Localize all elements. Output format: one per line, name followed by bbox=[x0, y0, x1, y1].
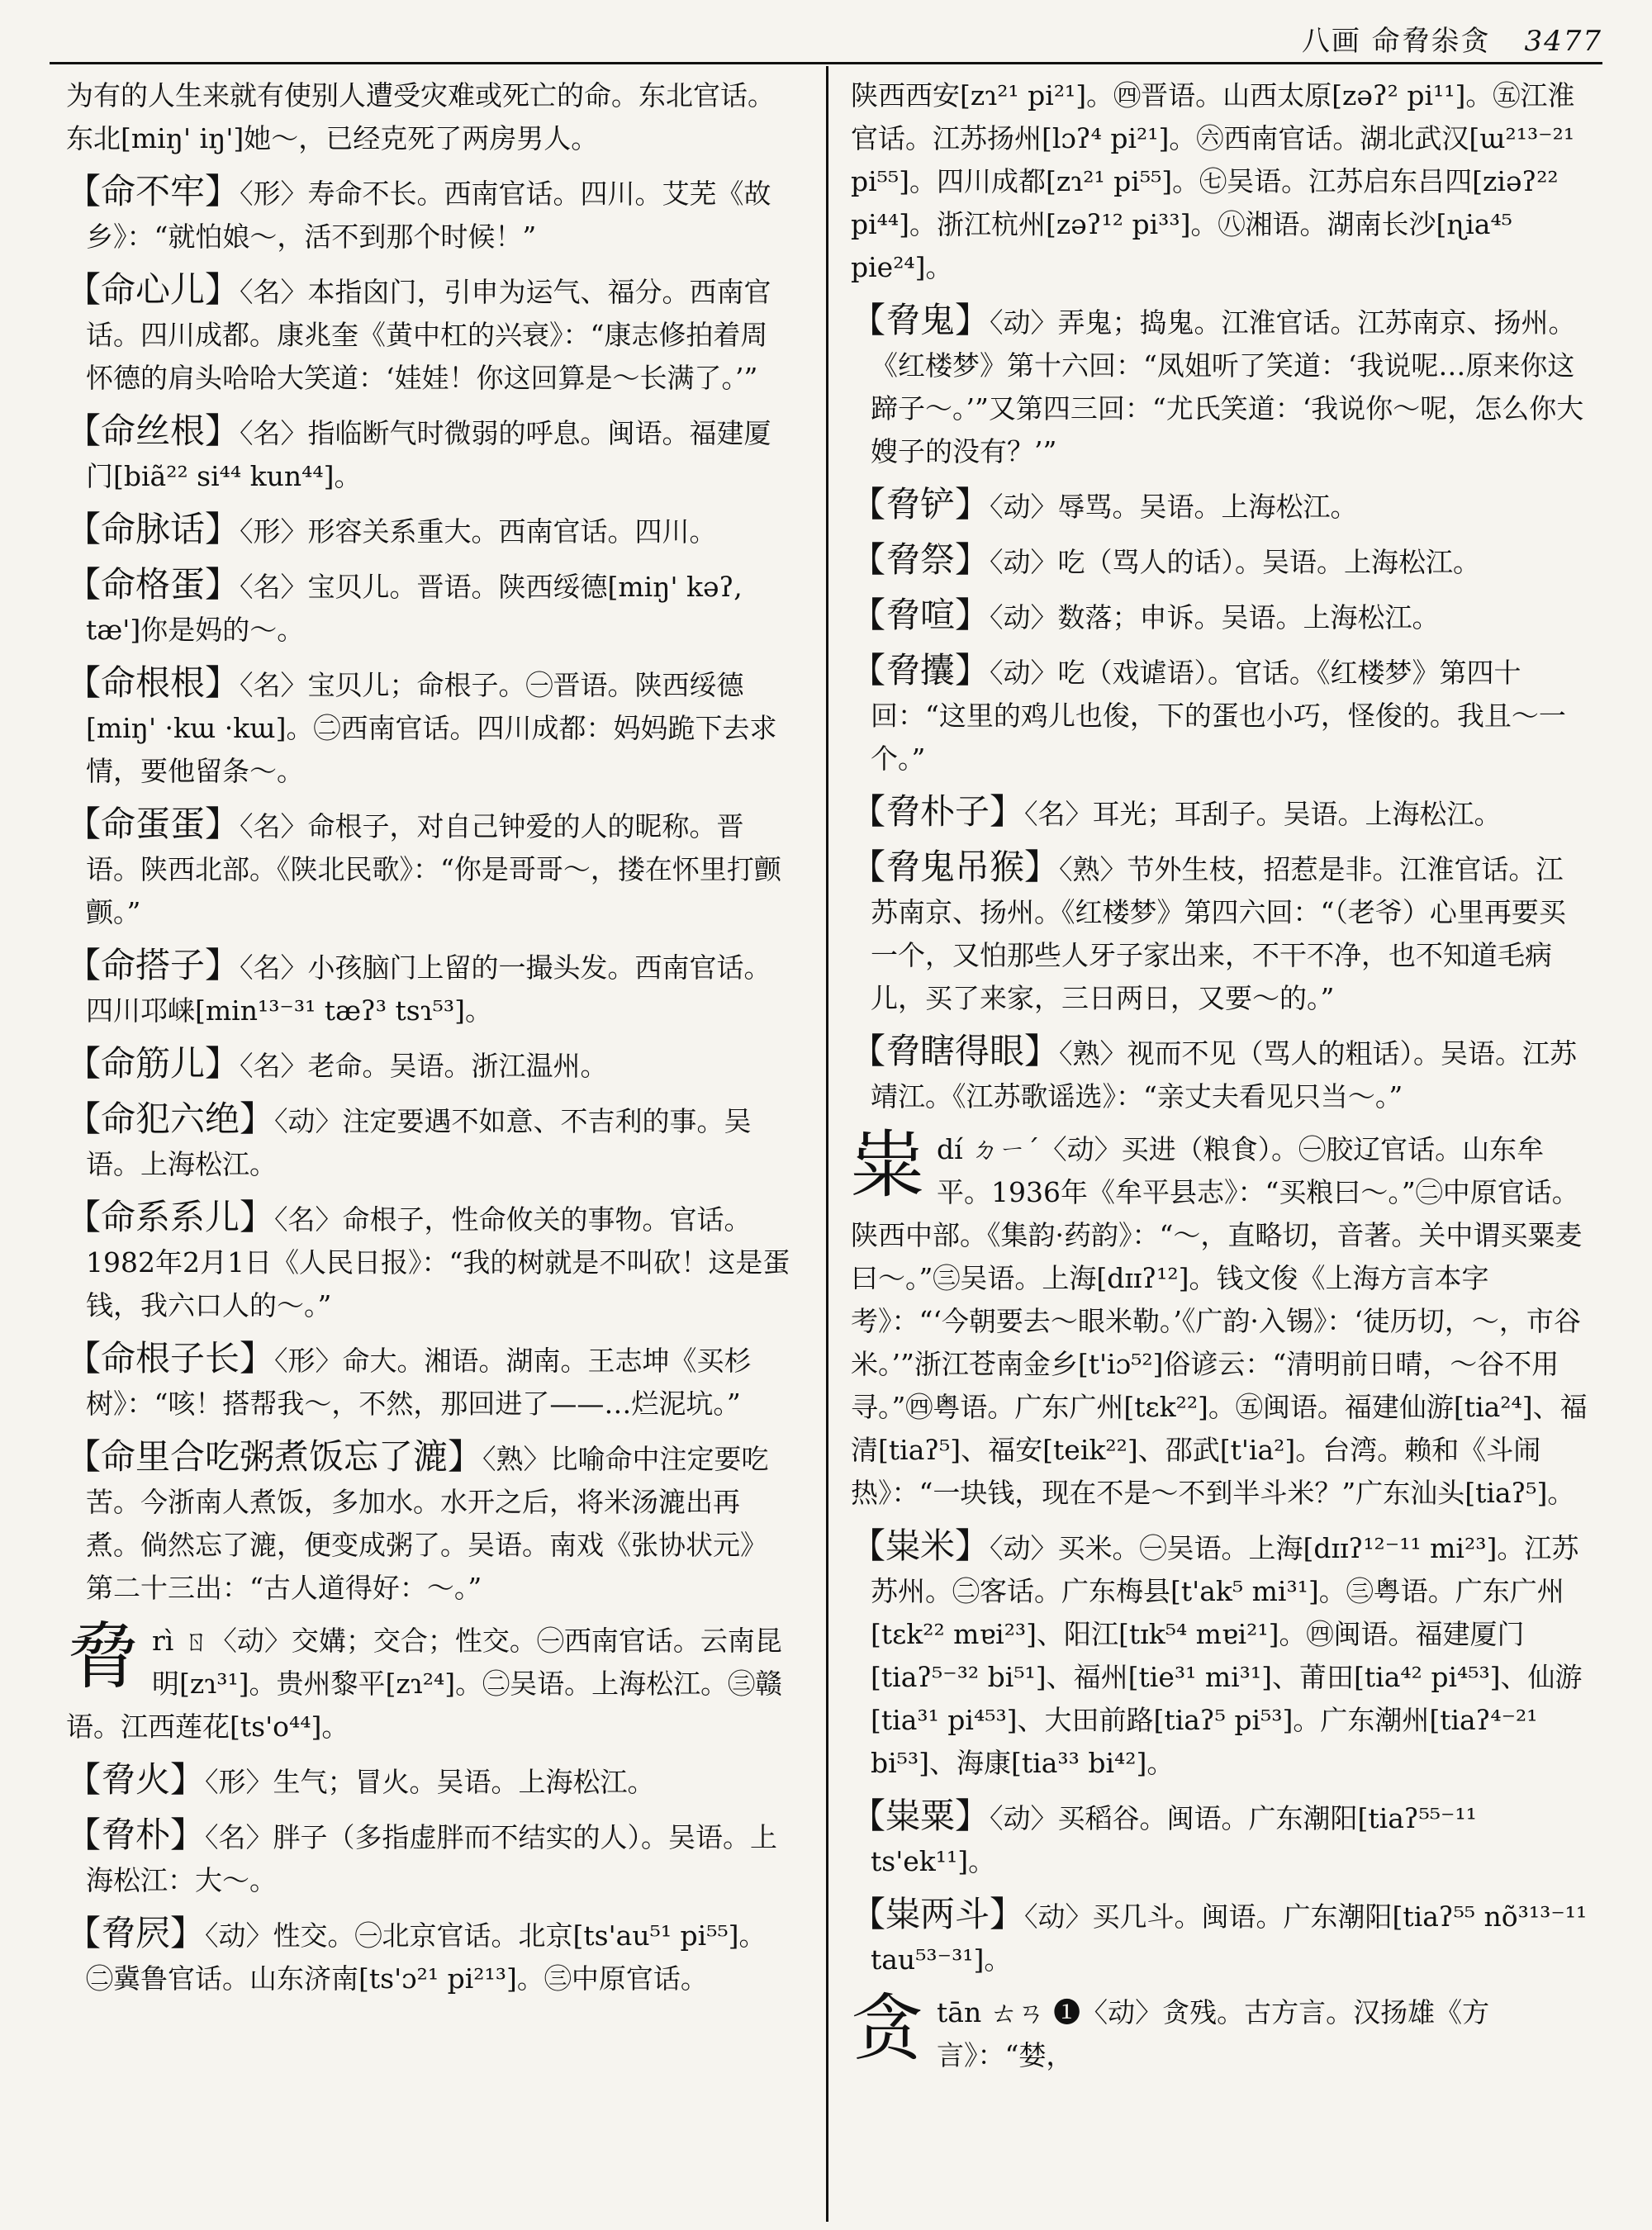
dictionary-entry bbox=[851, 483, 1590, 529]
entry-definition: rì ㄖ〈动〉交媾；交合；性交。㊀西南官话。云南昆明[zɿ³¹]。贵州黎平[zɿ²⁴]。㊁吴语。上海松江。㊂赣语。江西莲花[ts'o⁴⁴]。 bbox=[66, 1625, 783, 1743]
entry-headword: 【脅朴】 bbox=[66, 1815, 206, 1855]
entry-definition: 〈动〉买稻谷。闽语。广东潮阳[tiaʔ⁵⁵⁻¹¹ ts'ek¹¹]。 bbox=[871, 1802, 1477, 1877]
entry-headword: 【命不牢】 bbox=[66, 171, 240, 211]
head-character: 脅 bbox=[66, 1614, 140, 1699]
dictionary-entry bbox=[66, 1758, 793, 1804]
entry-definition: 〈名〉本指囟门，引申为运气、福分。西南官话。四川成都。康兆奎《黄中杠的兴衰》：“康志修拍着周怀德的肩头哈哈大笑道：‘娃娃！你这回算是～长满了。’” bbox=[86, 276, 771, 394]
entry-definition: 〈熟〉视而不见（骂人的粗话）。吴语。江苏靖江。《江苏歌谣选》：“亲丈夫看见只当～。” bbox=[871, 1037, 1578, 1113]
dictionary-entry bbox=[851, 790, 1590, 836]
dictionary-entry bbox=[66, 662, 793, 793]
entry-definition: 〈名〉命根子，性命攸关的事物。官话。1982年2月1日《人民日报》：“我的树就是不叫砍！这是蛋钱，我六口人的～。” bbox=[86, 1203, 790, 1321]
entry-definition: 〈名〉胖子（多指虚胖而不结实的人）。吴语。上海松江：大～。 bbox=[86, 1821, 778, 1896]
entry-definition: 〈动〉弄鬼；捣鬼。江淮官话。江苏南京、扬州。《红楼梦》第十六回：“凤姐听了笑道：‘我说呢…原来你这蹄子～。’”又第四三回：“尤氏笑道：‘我说你～呢，怎么你大嫂子的没有？’” bbox=[871, 306, 1584, 467]
entry-headword: 【命格蛋】 bbox=[66, 564, 240, 605]
entry-definition: 〈熟〉比喻命中注定要吃苦。今浙南人煮饭，多加水。水开之后，将米汤漉出再煮。倘然忘了漉，便变成粥了。吴语。南戏《张协状元》第二十三出：“古人道得好：～。” bbox=[86, 1443, 769, 1604]
entry-headword: 【脅铲】 bbox=[851, 484, 990, 524]
entry-definition: dí ㄉㄧˊ〈动〉买进（粮食）。㊀胶辽官话。山东牟平。1936年《牟平县志》：“买粮曰～。”㊁中原官话。陕西中部。《集韵·药韵》：“～，直略切，音著。关中谓买粟麦曰～。”㊂吴语。上海[dɪɪʔ¹²]。钱文俊《上海方言本字考》：“‘今朝要去～眼米勒。’《广韵·入锡》：‘徒历切，～，市谷米。’”浙江苍南金乡[t'iɔ⁵²]俗谚云：“清明前日晴，～谷不用寻。”㊃粤语。广东广州[tɛk²²]。㊄闽语。福建仙游[tia²⁴]、福清[tiaʔ⁵]、福安[teik²²]、邵武[t'ia²]。台湾。赖和《斗闹热》：“一块钱，现在不是～不到半斗米？”广东汕头[tiaʔ⁵]。 bbox=[851, 1133, 1588, 1509]
dictionary-entry bbox=[851, 594, 1590, 639]
entry-definition: 〈动〉性交。㊀北京官话。北京[ts'au⁵¹ pi⁵⁵]。㊁冀鲁官话。山东济南[ts'ɔ²¹ pi²¹³]。㊂中原官话。 bbox=[86, 1919, 767, 1995]
entry-definition: 〈动〉买米。㊀吴语。上海[dɪɪʔ¹²⁻¹¹ mi²³]。江苏苏州。㊁客话。广东梅县[t'ak⁵ mi³¹]。㊂粤语。广东广州[tɛk²² mɐi²³]、阳江[tɪk⁵⁴ mɐi²¹]。㊃闽语。福建厦门[tiaʔ⁵⁻³² bi⁵¹]、福州[tie³¹ mi³¹]、莆田[tia⁴² pi⁴⁵³]、仙游[tia³¹ pi⁴⁵³]、大田前路[tiaʔ⁵ pi⁵³]。广东潮州[tiaʔ⁴⁻²¹ bi⁵³]、海康[tia³³ bi⁴²]。 bbox=[871, 1532, 1583, 1779]
entry-definition: 〈名〉指临断气时微弱的呼息。闽语。福建厦门[biã²² si⁴⁴ kun⁴⁴]。 bbox=[86, 417, 771, 492]
entry-headword: 【命蛋蛋】 bbox=[66, 804, 240, 844]
dictionary-entry bbox=[66, 268, 793, 400]
entry-definition: 〈名〉命根子，对自己钟爱的人的昵称。晋语。陕西北部。《陕北民歌》：“你是哥哥～，搂在怀里打颤颤。” bbox=[86, 810, 781, 928]
continued-text: 为有的人生来就有使别人遭受灾难或死亡的命。东北官话。东北[miŋ' iŋ']她～，已经克死了两房男人。 bbox=[66, 79, 775, 154]
dictionary-entry bbox=[851, 539, 1590, 584]
running-header bbox=[1302, 18, 1602, 59]
entry-headword: 【脅喧】 bbox=[851, 595, 990, 635]
dictionary-entry bbox=[66, 1912, 793, 2000]
continued-text: 陕西西安[zɿ²¹ pi²¹]。㊃晋语。山西太原[zəʔ² pi¹¹]。㊄江淮官话。江苏扬州[lɔʔ⁴ pi²¹]。㊅西南官话。湖北武汉[ɯ²¹³⁻²¹ pi⁵⁵]。四川成都[zɿ²¹ pi⁵⁵]。㊆吴语。江苏启东吕四[ziəʔ²² pi⁴⁴]。浙江杭州[zəʔ¹² pi³³]。㊇湘语。湖南长沙[ɳia⁴⁵ pie²⁴]。 bbox=[851, 79, 1575, 283]
entry-definition: 〈形〉生气；冒火。吴语。上海松江。 bbox=[205, 1766, 655, 1798]
column-divider bbox=[826, 66, 828, 2222]
entry-definition: 〈名〉老命。吴语。浙江温州。 bbox=[240, 1050, 608, 1082]
entry-definition: tān ㄊㄢ ❶〈动〉贪残。古方言。汉扬雄《方言》：“婪， bbox=[937, 1996, 1490, 2071]
entry-headword: 【命根根】 bbox=[66, 662, 240, 703]
entry-definition: 〈动〉吃（骂人的话）。吴语。上海松江。 bbox=[990, 546, 1481, 578]
entry-definition: 〈名〉小孩脑门上留的一撮头发。西南官话。四川邛崃[min¹³⁻³¹ tæʔ³ tsɿ⁵³]。 bbox=[86, 951, 771, 1027]
entry-headword: 【脅鬼】 bbox=[851, 300, 990, 340]
entry-headword: 【命犯六绝】 bbox=[66, 1098, 275, 1139]
right-column bbox=[851, 74, 1590, 2213]
entry-definition: 〈形〉命大。湘语。湖南。王志坤《买杉树》：“咳！搭帮我～，不然，那回进了——…烂泥坑。” bbox=[86, 1345, 752, 1420]
entry-headword: 【粜粟】 bbox=[851, 1796, 990, 1836]
entry-definition: 〈名〉耳光；耳刮子。吴语。上海松江。 bbox=[1024, 798, 1502, 830]
entry-headword: 【脅祭】 bbox=[851, 539, 990, 580]
entry-definition: 〈动〉注定要遇不如意、不吉利的事。吴语。上海松江。 bbox=[86, 1105, 752, 1180]
entry-headword: 【粜两斗】 bbox=[851, 1894, 1025, 1934]
entry-headword: 【命心儿】 bbox=[66, 269, 240, 310]
entry-headword: 【脅屄】 bbox=[66, 1913, 206, 1953]
page-number: 3477 bbox=[1524, 25, 1602, 58]
dictionary-entry bbox=[66, 1337, 793, 1426]
dictionary-entry bbox=[851, 846, 1590, 1020]
dictionary-entry bbox=[66, 1098, 793, 1186]
entry-headword: 【命筋儿】 bbox=[66, 1043, 240, 1084]
dictionary-entry bbox=[851, 649, 1590, 780]
dictionary-entry bbox=[851, 1893, 1590, 1981]
character-entry bbox=[851, 1986, 1590, 2077]
dictionary-entry bbox=[851, 1030, 1590, 1118]
dictionary-entry bbox=[66, 1042, 793, 1088]
entry-definition: 〈动〉吃（戏谑语）。官话。《红楼梦》第四十回：“这里的鸡儿也俊，下的蛋也小巧，怪俊的。我且～一个。” bbox=[871, 657, 1566, 775]
entry-definition: 〈名〉宝贝儿。晋语。陕西绥德[miŋ' kəʔ, tæ']你是妈的～。 bbox=[86, 571, 743, 646]
entry-definition: 〈动〉买几斗。闽语。广东潮阳[tiaʔ⁵⁵ nõ³¹³⁻¹¹ tau⁵³⁻³¹]。 bbox=[871, 1900, 1588, 1976]
section-label: 八画 命脅尜贪 bbox=[1301, 25, 1491, 58]
entry-definition: 〈熟〉节外生枝，招惹是非。江淮官话。江苏南京、扬州。《红楼梦》第四六回：“（老爷）心里再要买一个，又怕那些人牙子家出来，不干不净，也不知道毛病儿，买了来家，三日两日，又要～的。” bbox=[871, 853, 1566, 1014]
dictionary-entry bbox=[66, 410, 793, 498]
character-entry bbox=[851, 1122, 1590, 1515]
entry-definition: 〈动〉辱骂。吴语。上海松江。 bbox=[990, 491, 1358, 523]
character-entry bbox=[66, 1614, 793, 1748]
dictionary-entry bbox=[851, 1795, 1590, 1883]
entry-headword: 【粜米】 bbox=[851, 1525, 990, 1566]
entry-headword: 【命系系儿】 bbox=[66, 1197, 275, 1237]
dictionary-entry bbox=[66, 944, 793, 1032]
entry-headword: 【命丝根】 bbox=[66, 410, 240, 451]
entry-definition: 〈动〉数落；申诉。吴语。上海松江。 bbox=[990, 601, 1440, 633]
entry-headword: 【脅火】 bbox=[66, 1759, 206, 1800]
entry-definition: 〈形〉形容关系重大。西南官话。四川。 bbox=[240, 515, 717, 548]
entry-definition: 〈形〉寿命不长。西南官话。四川。艾芜《故乡》：“就怕娘～，活不到那个时候！” bbox=[86, 178, 771, 253]
dictionary-entry bbox=[66, 1435, 793, 1610]
entry-definition: 〈名〉宝贝儿；命根子。㊀晋语。陕西绥德[miŋ' ·kɯ ·kɯ]。㊁西南官话。四川成都：妈妈跪下去求情，要他留条～。 bbox=[86, 669, 777, 787]
dictionary-entry bbox=[66, 170, 793, 259]
head-character: 粜 bbox=[851, 1122, 924, 1208]
entry-headword: 【脅瞎得眼】 bbox=[851, 1031, 1060, 1071]
dictionary-entry bbox=[66, 1196, 793, 1327]
page-header bbox=[50, 18, 1602, 58]
entry-headword: 【脅鬼吊猴】 bbox=[851, 847, 1060, 887]
dictionary-entry bbox=[66, 1814, 793, 1902]
dictionary-entry bbox=[66, 803, 793, 934]
entry-headword: 【命搭子】 bbox=[66, 945, 240, 985]
entry-headword: 【命脉话】 bbox=[66, 509, 240, 549]
entry-headword: 【命根子长】 bbox=[66, 1338, 275, 1378]
dictionary-entry bbox=[851, 1525, 1590, 1785]
left-column bbox=[66, 74, 793, 2213]
entry-headword: 【命里合吃粥煮饭忘了漉】 bbox=[66, 1436, 483, 1477]
header-rule bbox=[50, 62, 1602, 64]
entry-headword: 【脅朴子】 bbox=[851, 791, 1025, 832]
head-character: 贪 bbox=[851, 1986, 924, 2071]
dictionary-entry bbox=[66, 563, 793, 652]
dictionary-entry bbox=[851, 299, 1590, 473]
dictionary-entry bbox=[66, 508, 793, 553]
entry-headword: 【脅攮】 bbox=[851, 650, 990, 690]
